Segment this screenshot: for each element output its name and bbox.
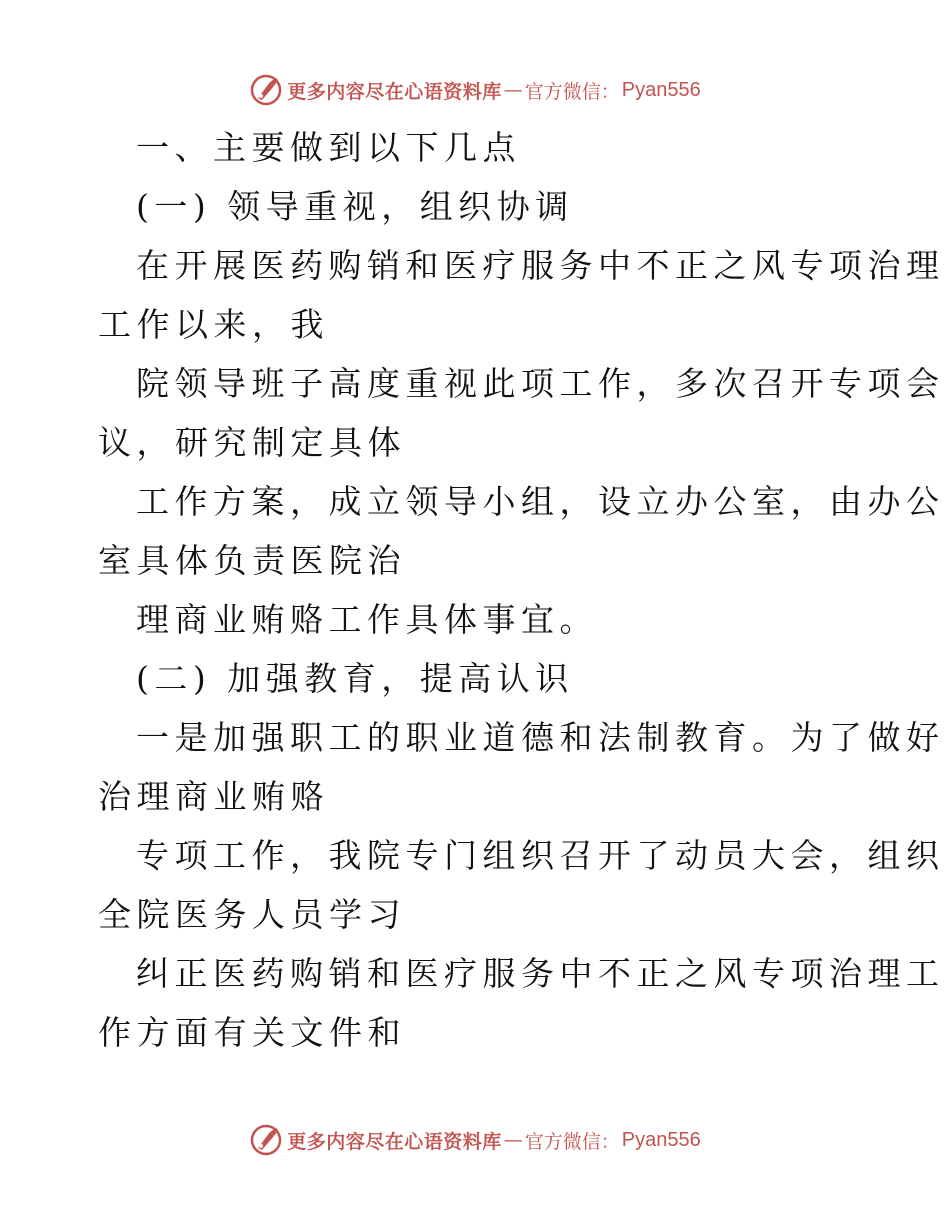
paragraph-line: 专项工作，我院专门组织召开了动员大会，组织: [136, 836, 945, 875]
paragraph-line: 理商业贿赂工作具体事宜。: [136, 600, 598, 639]
paragraph-line: (二) 加强教育，提高认识: [136, 659, 574, 698]
paragraph-line: 议，研究制定具体: [98, 423, 406, 462]
watermark-separator: —: [503, 79, 523, 101]
watermark-wechat-id: Pyan556: [621, 1128, 701, 1151]
document-body: [98, 118, 945, 1062]
watermark-label: 官方微信：: [524, 1130, 620, 1153]
paragraph-line: 室具体负责医院治: [98, 541, 406, 580]
footer-watermark: [0, 1120, 950, 1160]
paragraph-line: 治理商业贿赂: [98, 777, 329, 816]
paragraph-line: 作方面有关文件和: [98, 1013, 406, 1052]
watermark-text: 更多内容尽在心语资料库: [287, 1130, 502, 1153]
paragraph-line: 院领导班子高度重视此项工作，多次召开专项会: [136, 364, 945, 403]
pen-nib-seal-icon: [249, 73, 283, 107]
paragraph-line: 全院医务人员学习: [98, 895, 406, 934]
watermark-label: 官方微信：: [524, 80, 620, 103]
paragraph-line: 纠正医药购销和医疗服务中不正之风专项治理工: [136, 954, 945, 993]
paragraph-line: (一) 领导重视，组织协调: [136, 187, 574, 226]
header-watermark: [0, 70, 950, 110]
paragraph-line: 工作方案，成立领导小组，设立办公室，由办公: [136, 482, 945, 521]
paragraph-line: 在开展医药购销和医疗服务中不正之风专项治理: [136, 246, 945, 285]
watermark-wechat-id: Pyan556: [621, 78, 701, 101]
paragraph-line: 一是加强职工的职业道德和法制教育。为了做好: [136, 718, 945, 757]
pen-nib-seal-icon: [249, 1123, 283, 1157]
watermark-separator: —: [503, 1129, 523, 1151]
paragraph-line: 工作以来，我: [98, 305, 329, 344]
watermark-text: 更多内容尽在心语资料库: [287, 80, 502, 103]
paragraph-line: 一、主要做到以下几点: [136, 128, 521, 167]
